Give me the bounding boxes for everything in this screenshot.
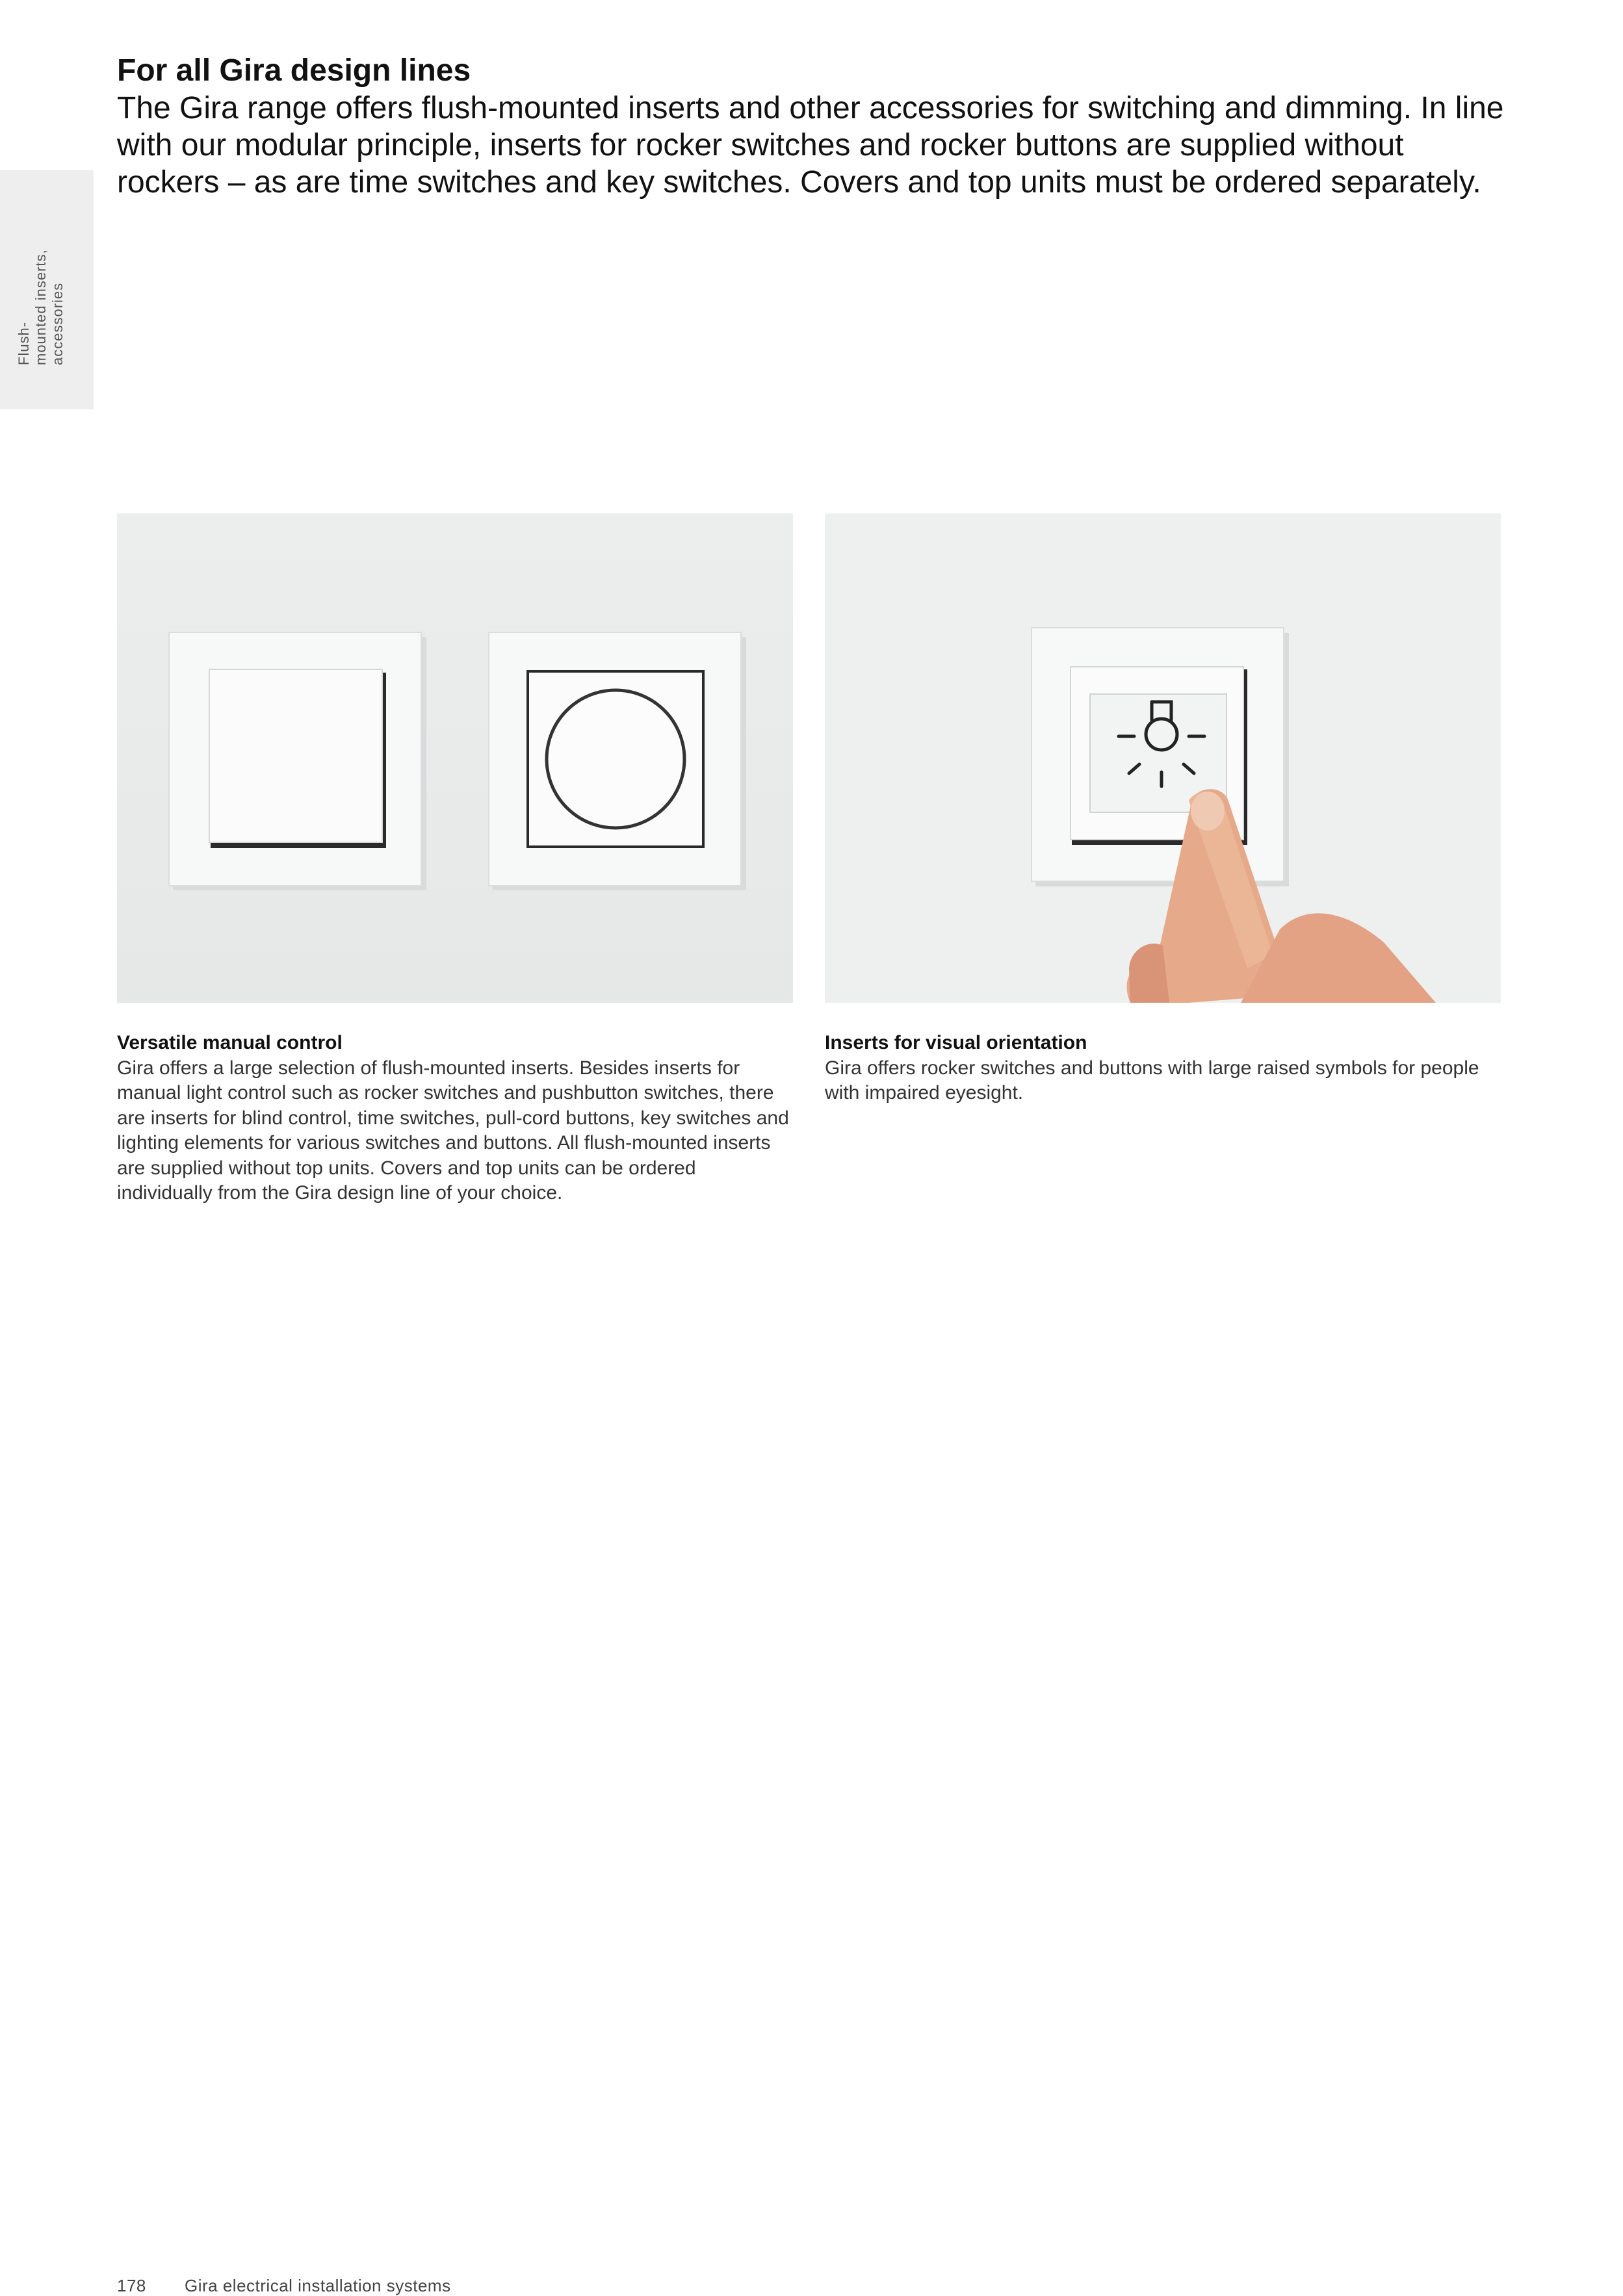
section-inserts-visual-orientation <box>825 1031 1501 1106</box>
switch-and-dimmer-photo <box>117 513 793 1003</box>
page-number: 178 <box>117 2276 146 2295</box>
raised-symbol-switch-photo <box>825 513 1501 1003</box>
section-text: Gira offers rocker switches and buttons with large raised symbols for people with impaired eyesight. <box>825 1057 1479 1103</box>
publication-title: Gira electrical installation systems <box>185 2276 451 2295</box>
section-text: Gira offers a large selection of flush-mounted inserts. Besides inserts for manual light control such as rocker switches and pushbutton switches, there are inserts for blind control, time switches, pull-cord buttons, key switches and lighting elements for various switches and buttons. All flush-mounted inserts are supplied without top units. Covers and top units can be ordered individually from the Gira design line of your choice. <box>117 1057 789 1204</box>
page-footer <box>117 2276 451 2296</box>
intro-text: The Gira range offers flush-mounted inserts and other accessories for switching and dimming. In line with our modular principle, inserts for rocker switches and rocker buttons are supplied without rockers – as are time switches and key switches. Covers and top units must be ordered separately. <box>117 91 1504 200</box>
intro-section <box>117 52 1514 201</box>
section-title: Versatile manual control <box>117 1032 343 1053</box>
page-title: For all Gira design lines <box>117 53 471 88</box>
section-versatile-manual-control <box>117 1031 793 1206</box>
section-title: Inserts for visual orientation <box>825 1032 1087 1053</box>
side-tab-label: Flush- mounted inserts, accessories <box>16 249 66 365</box>
